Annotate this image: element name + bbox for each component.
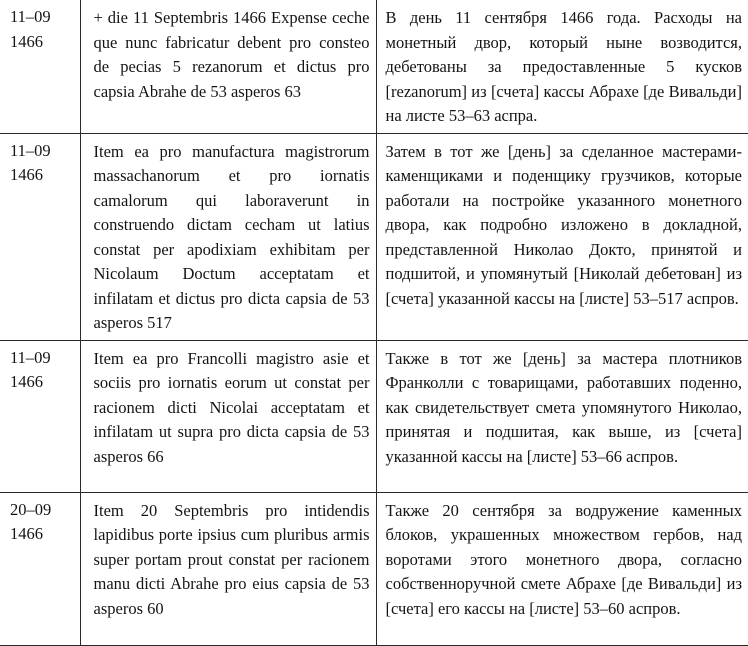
latin-text-cell: Item 20 Septembris pro intidendis lapidibus porte ipsius cum pluribus armis super portam prout constat per racionem manu dicti Abrahe pro eius capsia de 53 asperos 60 (80, 492, 376, 645)
latin-text-cell: Item ea pro Francolli magistro asie et sociis pro iornatis eorum ut constat per racionem dicti Nicolai acceptatam et infilatam ut supra pro dicta capsia de 53 asperos 66 (80, 340, 376, 492)
table-row (0, 340, 748, 492)
table-row (0, 133, 748, 340)
date-day-month: 11–09 (10, 347, 51, 367)
russian-translation-cell: В день 11 сентября 1466 года. Расходы на монетный двор, который ныне возводится, дебетованы за предоставленные 5 кусков [rezanorum] из [счета] кассы Абрахе [де Вивальди] на листе 53–63 аспра. (376, 0, 748, 133)
russian-translation-cell: Также в тот же [день] за мастера плотников Франколли с товарищами, работавших поденно, как свидетельствует смета упомянутого Николао, принятая и подшитая, как выше, из [счета] указанной кассы на [листе] 53–66 аспров. (376, 340, 748, 492)
latin-text-cell: Item ea pro manufactura magistrorum massachanorum et pro iornatis camalorum qui laboraverunt in construendo dictam cecham ut latius constat per apodixiam exhibitam per Nicolaum Doctum acceptatam et infilatam et dictus pro dicta capsia de 53 asperos 517 (80, 133, 376, 340)
latin-text-cell: + die 11 Septembris 1466 Expense ceche que nunc fabricatur debent pro consteo de pecias 5 rezanorum et dictus pro capsia Abrahe de 53 asperos 63 (80, 0, 376, 133)
russian-translation-cell: Затем в тот же [день] за сделанное мастерами-каменщиками и поденщику грузчиков, которые работали на постройке указанного монетного двора, как подробно изложено в докладной, представленной Николао Докто, принятой и подшитой, и упомянутый [Николай дебетован] из [счета] указанной кассы на [листе] 53–517 аспров. (376, 133, 748, 340)
date-day-month: 20–09 (10, 499, 52, 519)
table-row (0, 0, 748, 133)
date-year: 1466 (10, 165, 43, 184)
russian-translation-cell: Также 20 сентября за водружение каменных блоков, украшенных множеством гербов, над воротами этого монетного двора, согласно собственноручной смете Абрахе [де Вивальди] из [счета] его кассы на [листе] 53–60 аспров. (376, 492, 748, 645)
date-year: 1466 (10, 372, 43, 391)
date-cell (0, 0, 80, 133)
date-day-month: 11–09 (10, 7, 51, 26)
date-cell (0, 492, 80, 645)
date-cell (0, 133, 80, 340)
date-cell (0, 340, 80, 492)
date-year: 1466 (10, 31, 43, 51)
table-row (0, 492, 748, 645)
date-day-month: 11–09 (10, 140, 51, 160)
date-year: 1466 (10, 524, 43, 543)
